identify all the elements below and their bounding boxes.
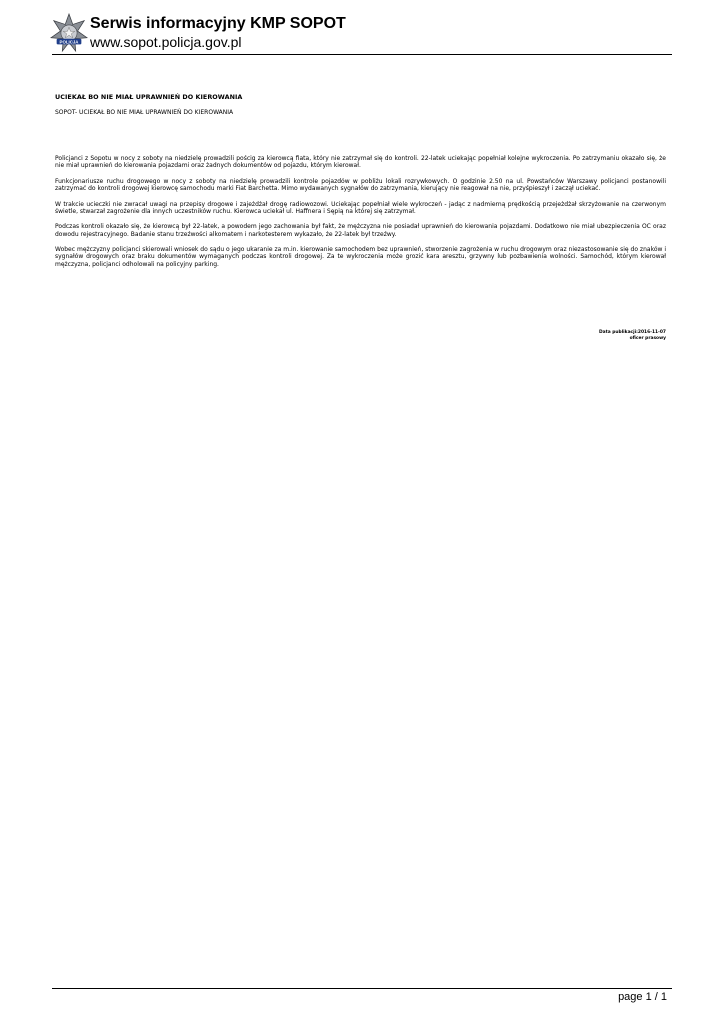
publication-info (599, 330, 666, 341)
article-paragraph: Podczas kontroli okazało się, że kierowcą był 22-latek, a powodem jego zachowania był fakt, że mężczyzna nie posiadał uprawnień do kierowania pojazdami. Dodatkowo nie miał ubezpieczenia OC oraz dowodu rejestracyjnego. Badanie stanu trzeźwości alkomatem i narkotesterem wykazało, że 22-latek był trzeźwy. (55, 223, 666, 238)
site-title: Serwis informacyjny KMP SOPOT (90, 15, 346, 32)
footer-divider (52, 988, 672, 989)
article-lead: SOPOT- UCIEKAŁ BO NIE MIAŁ UPRAWNIEŃ DO KIEROWANIA (55, 109, 234, 116)
article-paragraph: Funkcjonariusze ruchu drogowego w nocy z soboty na niedzielę prowadzili kontrole pojazdów w pobliżu lokali rozrywkowych. O godzinie 2.50 na ul. Powstańców Warszawy policjanci postanowili zatrzymać do kontroli drogowej kierowcę samochodu marki Fiat Barchetta. Mimo wydawanych sygnałów do zatrzymania, kierujący nie reagował na nie, przyśpieszył i zaczął uciekać. (55, 177, 666, 192)
page-header (0, 0, 725, 56)
article-paragraph: Policjanci z Sopotu w nocy z soboty na niedzielę prowadzili pościg za kierowcą fiata, który nie zatrzymał się do kontroli. 22-latek uciekając popełniał kolejne wykroczenia. Po zatrzymaniu okazało się, że nie miał uprawnień do kierowania pojazdami oraz żadnych dokumentów od pojazdu, którym kierował. (55, 155, 666, 170)
header-divider (52, 54, 672, 55)
police-star-logo-icon (50, 13, 88, 53)
site-url: www.sopot.policja.gov.pl (90, 34, 242, 50)
logo-label: POLICJA (59, 39, 79, 45)
article-paragraph: Wobec mężczyzny policjanci skierowali wniosek do sądu o jego ukaranie za m.in. kierowanie samochodem bez uprawnień, stworzenie zagrożenia w ruchu drogowym oraz niezastosowanie się do znaków i sygnałów drogowych oraz braku dokumentów wymaganych podczas kontroli drogowej. Za te wykroczenia może grozić kara aresztu, grzywny lub pozbawienia wolności. Samochód, którym kierował mężczyzna, policjanci odholowali na policyjny parking. (55, 246, 666, 268)
article-author: oficer prasowy (629, 335, 666, 341)
article-title: UCIEKAŁ BO NIE MIAŁ UPRAWNIEŃ DO KIEROWANIA (55, 93, 243, 101)
publication-date: Data publikacji:2016-11-07 (599, 330, 666, 335)
article-paragraph: W trakcie ucieczki nie zwracał uwagi na przepisy drogowe i zajeżdżał drogę radiowozowi. Uciekając popełniał wiele wykroczeń - jadąc z nadmierną prędkością przejeżdżał skrzyżowanie na czerwonym świetle, stwarzał zagrożenie dla innych uczestników ruchu. Kierowca uciekał ul. Haffnera i Sępią na której się zatrzymał. (55, 200, 666, 215)
page-number: page 1 / 1 (618, 991, 667, 1003)
article-body (55, 155, 666, 276)
